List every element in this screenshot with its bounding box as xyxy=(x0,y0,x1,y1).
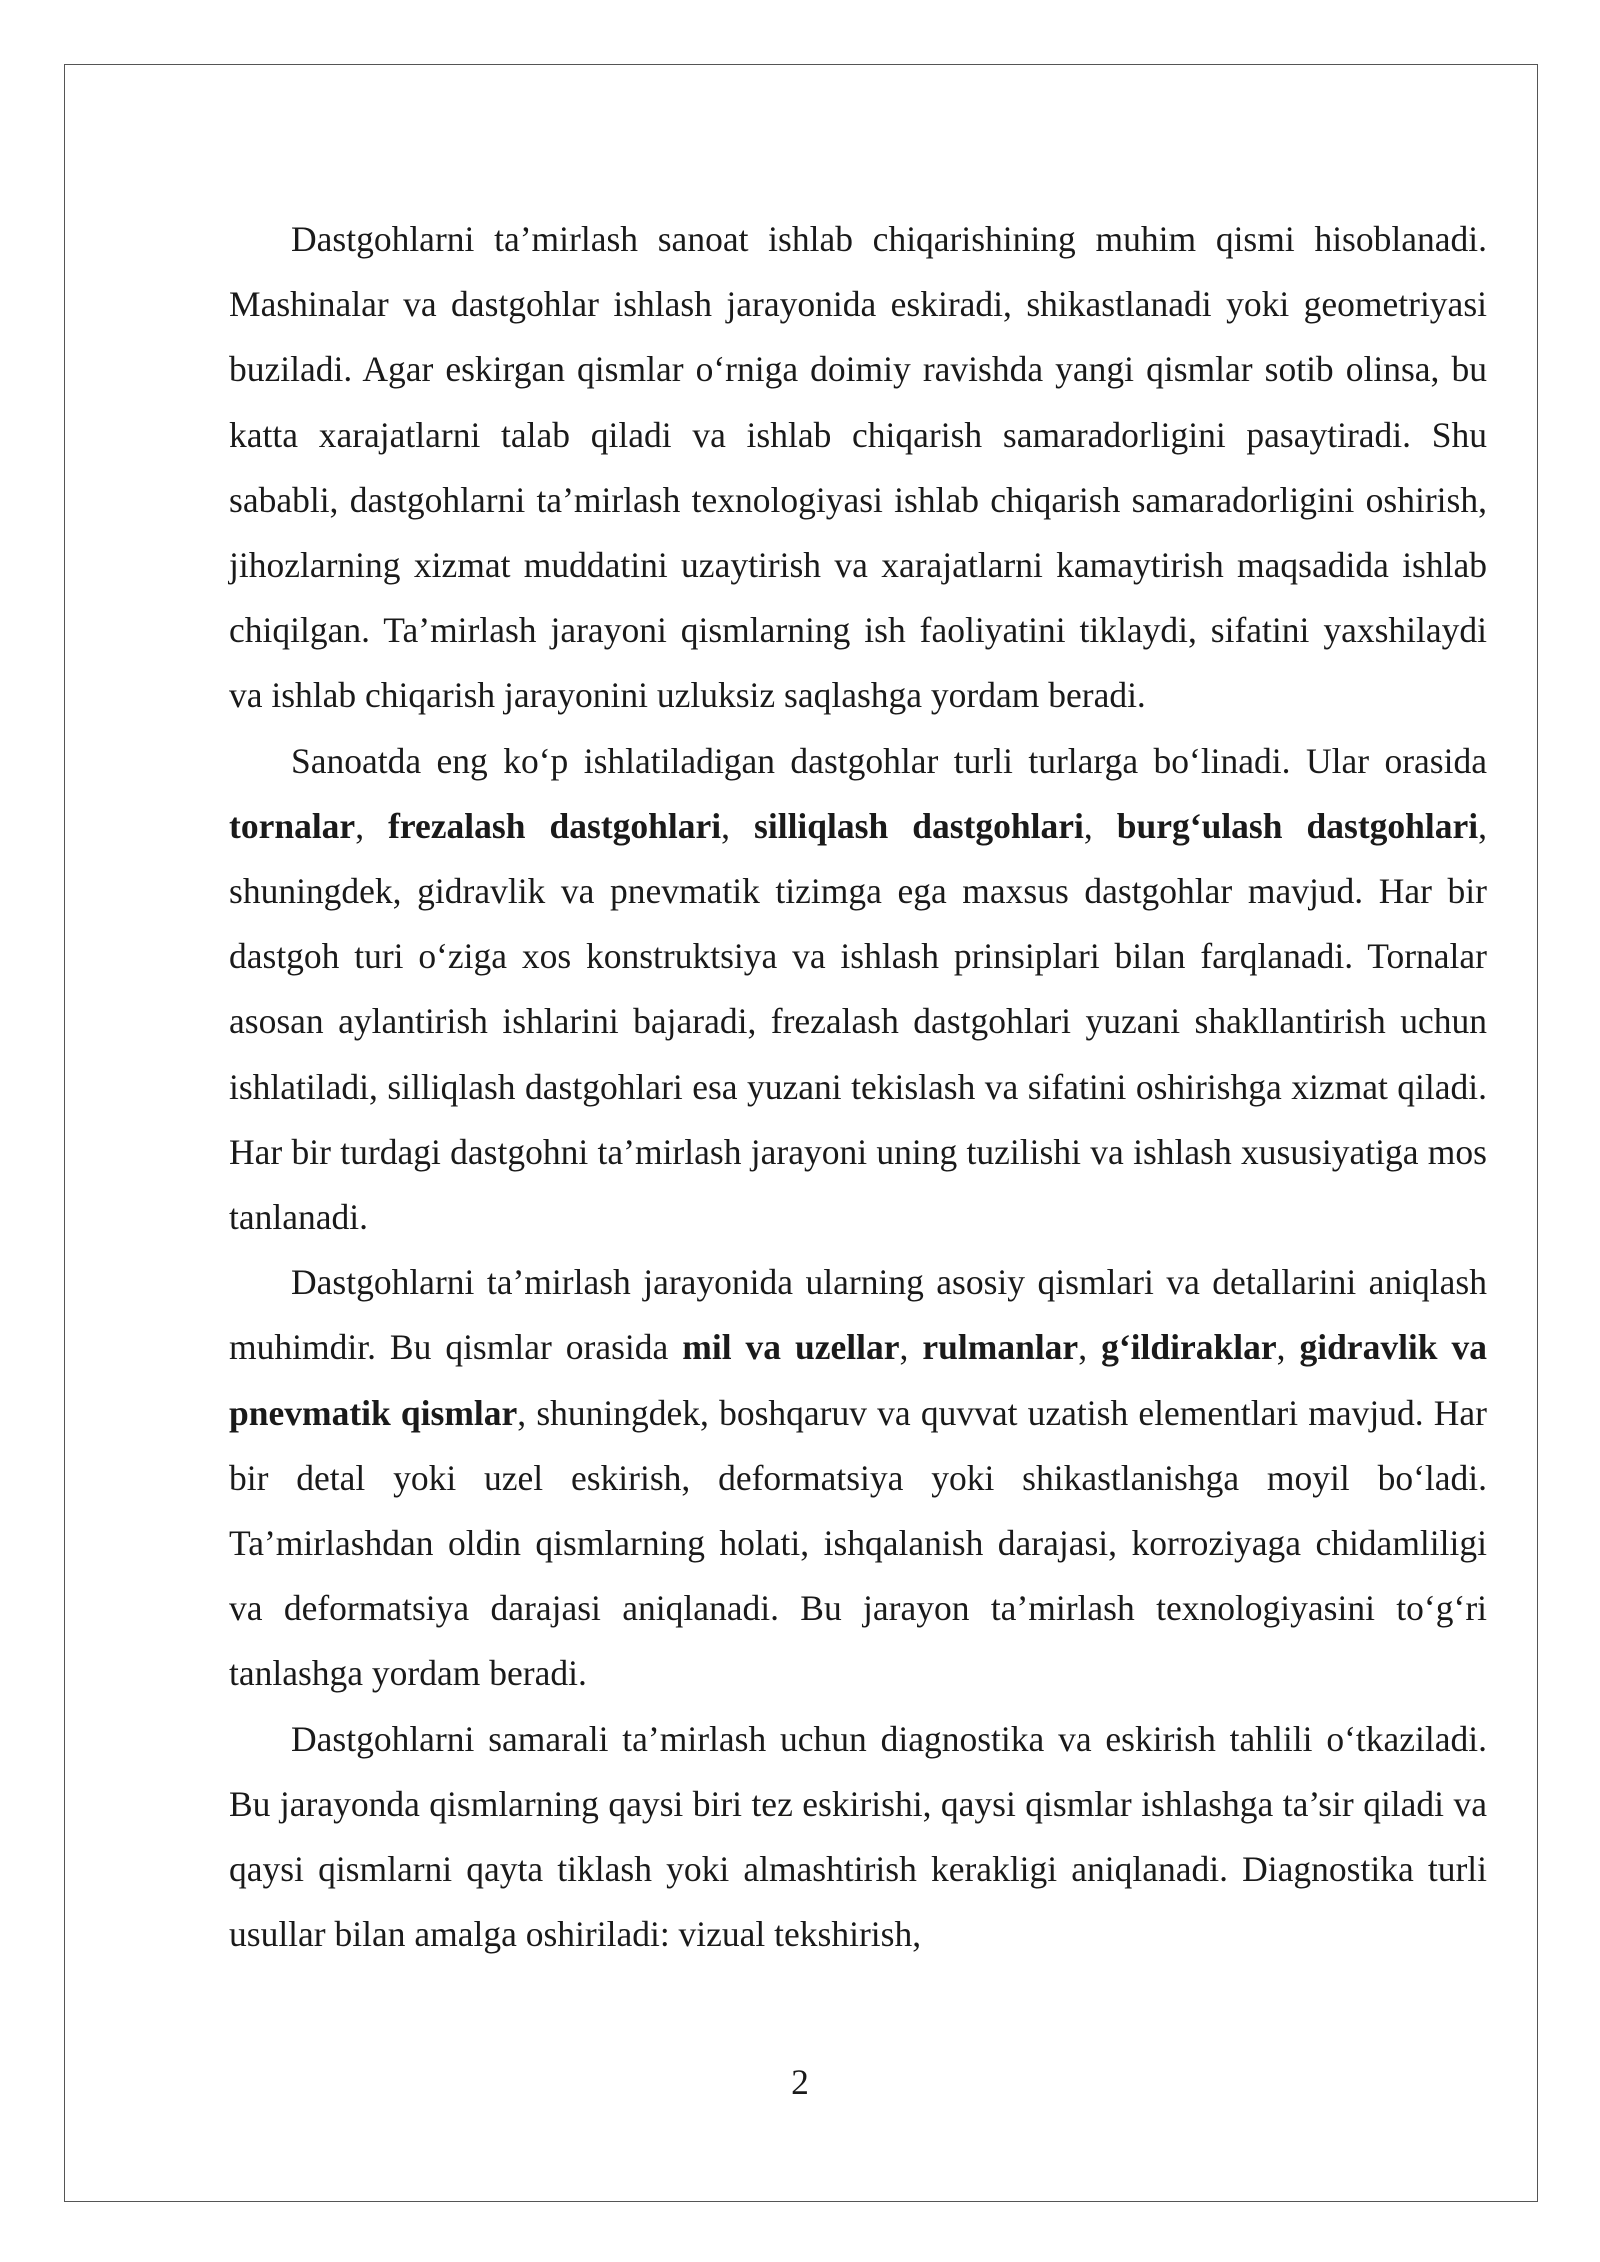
bold-term: rulmanlar xyxy=(922,1327,1079,1368)
text-run: , xyxy=(721,805,755,846)
text-run: Sanoatda eng ko‘p ishlatiladigan dastgohlar turli turlarga bo‘linadi. Ular orasida xyxy=(291,740,1487,781)
text-run: , xyxy=(355,805,389,846)
text-run: Dastgohlarni ta’mirlash jarayonida ularning asosiy qismlari va detallarini aniqlash muhimdir. Bu qismlar orasida xyxy=(229,1262,1487,1368)
bold-term: frezalash dastgohlari xyxy=(388,805,722,846)
text-run: , shuningdek, boshqaruv va quvvat uzatish elementlari mavjud. Har bir detal yoki uzel eskirish, deformatsiya yoki shikastlanishga moyil bo‘ladi. Ta’mirlashdan oldin qismlarning holati, ishqalanish darajasi, korroziyaga chidamliligi va deformatsiya darajasi aniqlanadi. Bu jarayon ta’mirlash texnologiyasini to‘g‘ri tanlashga yordam beradi. xyxy=(229,1392,1488,1694)
text-run: , xyxy=(899,1327,923,1368)
paragraph-3 xyxy=(229,1250,1487,1706)
page-number: 2 xyxy=(791,2062,809,2102)
text-run: , shuningdek, gidravlik va pnevmatik tizimga ega maxsus dastgohlar mavjud. Har bir dastgoh turi o‘ziga xos konstruktsiya va ishlash prinsiplari bilan farqlanadi. Tornalar asosan aylantirish ishlarini bajaradi, frezalash dastgohlari yuzani shakllantirish uchun ishlatiladi, silliqlash dastgohlari esa yuzani tekislash va sifatini oshirishga xizmat qiladi. Har bir turdagi dastgohni ta’mirlash jarayoni uning tuzilishi va ishlash xususiyatiga mos tanlanadi. xyxy=(229,805,1488,1238)
bold-term: tornalar xyxy=(229,805,356,846)
text-run: , xyxy=(1276,1327,1300,1368)
text-run: , xyxy=(1083,805,1117,846)
bold-term: g‘ildiraklar xyxy=(1101,1327,1277,1368)
text-run: Dastgohlarni ta’mirlash sanoat ishlab chiqarishining muhim qismi hisoblanadi. Mashinalar va dastgohlar ishlash jarayonida eskiradi, shikastlanadi yoki geometriyasi buziladi. Agar eskirgan qismlar o‘rniga doimiy ravishda yangi qismlar sotib olinsa, bu katta xarajatlarni talab qiladi va ishlab chiqarish samaradorligini pasaytiradi. Shu sababli, dastgohlarni ta’mirlash texnologiyasi ishlab chiqarish samaradorligini oshirish, jihozlarning xizmat muddatini uzaytirish va xarajatlarni kamaytirish maqsadida ishlab chiqilgan. Ta’mirlash jarayoni qismlarning ish faoliyatini tiklaydi, sifatini yaxshilaydi va ishlab chiqarish jarayonini uzluksiz saqlashga yordam beradi. xyxy=(229,219,1487,716)
bold-term: silliqlash dastgohlari xyxy=(754,805,1084,846)
bold-term: mil va uzellar xyxy=(682,1327,900,1368)
paragraph-1 xyxy=(229,207,1487,729)
text-run: , xyxy=(1078,1327,1102,1368)
bold-term: burg‘ulash dastgohlari xyxy=(1116,805,1479,846)
paragraph-2 xyxy=(229,729,1487,1251)
paragraph-4 xyxy=(229,1707,1487,1968)
bold-term: gidravlik va pnevmatik qismlar xyxy=(229,1327,1488,1433)
document-body xyxy=(229,207,1487,1967)
text-run: Dastgohlarni samarali ta’mirlash uchun diagnostika va eskirish tahlili o‘tkaziladi. Bu jarayonda qismlarning qaysi biri tez eskirishi, qaysi qismlar ishlashga ta’sir qiladi va qaysi qismlarni qayta tiklash yoki almashtirish kerakligi aniqlanadi. Diagnostika turli usullar bilan amalga oshiriladi: vizual tekshirish, xyxy=(229,1718,1487,1955)
